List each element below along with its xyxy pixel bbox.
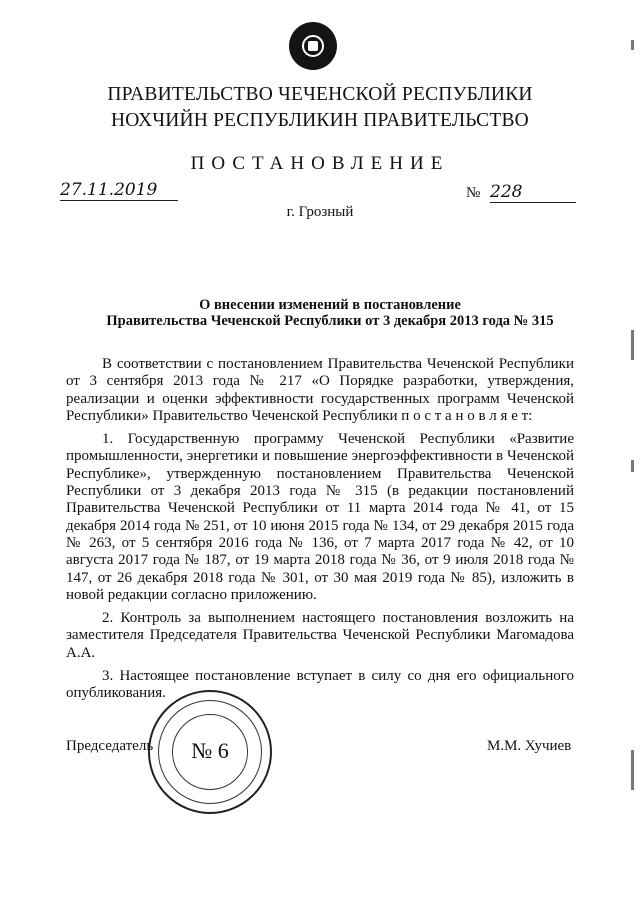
coat-of-arms-emblem — [289, 22, 337, 70]
preamble-paragraph: В соответствии с постановлением Правительства Чеченской Республики от 3 сентября 2013 года № 217 «О Порядке разработки, утверждения, реализации и оценки эффективности государственных программ Чеченской Республики» Правительство Чеченской Республики п о с т а н о в л я е т: — [66, 356, 574, 424]
subject-line-1: О внесении изменений в постановление — [199, 297, 461, 313]
number-label: № — [466, 185, 481, 201]
document-body — [66, 356, 574, 709]
scan-edge-mark — [631, 40, 634, 50]
city: г. Грозный — [286, 204, 354, 220]
signatory-name: М.М. Хучиев — [487, 738, 572, 754]
document-type-title: ПОСТАНОВЛЕНИЕ — [190, 153, 450, 174]
subject-line-2: Правительства Чеченской Республики от 3 декабря 2013 года № 315 — [106, 313, 554, 329]
government-name-ce: НОХЧИЙН РЕСПУБЛИКИН ПРАВИТЕЛЬСТВО — [111, 110, 529, 131]
item-1-paragraph: 1. Государственную программу Чеченской Республики «Развитие промышленности, энергетики и повышение энергоэффективности в Чеченской Республике», утвержденную постановлением Правительства Чеченской Республики от 3 декабря 2013 года № 315 (в редакции постановлений Правительства Чеченской Республики от 11 марта 2014 года № 41, от 15 декабря 2014 года № 251, от 10 июня 2015 года № 134, от 29 декабря 2015 года № 263, от 5 сентября 2016 года № 136, от 7 марта 2017 года № 42, от 10 августа 2017 года № 187, от 19 марта 2018 года № 36, от 9 июля 2018 года № 147, от 26 декабря 2018 года № 301, от 30 мая 2019 года № 85), изложить в новой редакции согласно приложению. — [66, 431, 574, 603]
item-3-paragraph: 3. Настоящее постановление вступает в силу со дня его официального опубликования. — [66, 668, 574, 702]
government-name-ru: ПРАВИТЕЛЬСТВО ЧЕЧЕНСКОЙ РЕСПУБЛИКИ — [107, 84, 533, 105]
document-number: 228 — [490, 182, 576, 203]
scan-edge-mark — [631, 750, 634, 790]
stamp-number: № 6 — [191, 738, 229, 763]
scan-edge-mark — [631, 460, 634, 472]
scan-edge-mark — [631, 330, 634, 360]
document-subject — [60, 297, 600, 329]
item-2-paragraph: 2. Контроль за выполнением настоящего постановления возложить на заместителя Председателя Правительства Чеченской Республики Магомадова А.А. — [66, 610, 574, 661]
signatory-role: Председатель — [66, 738, 154, 754]
document-date: 27.11.2019 — [60, 180, 178, 201]
official-stamp — [148, 690, 272, 814]
